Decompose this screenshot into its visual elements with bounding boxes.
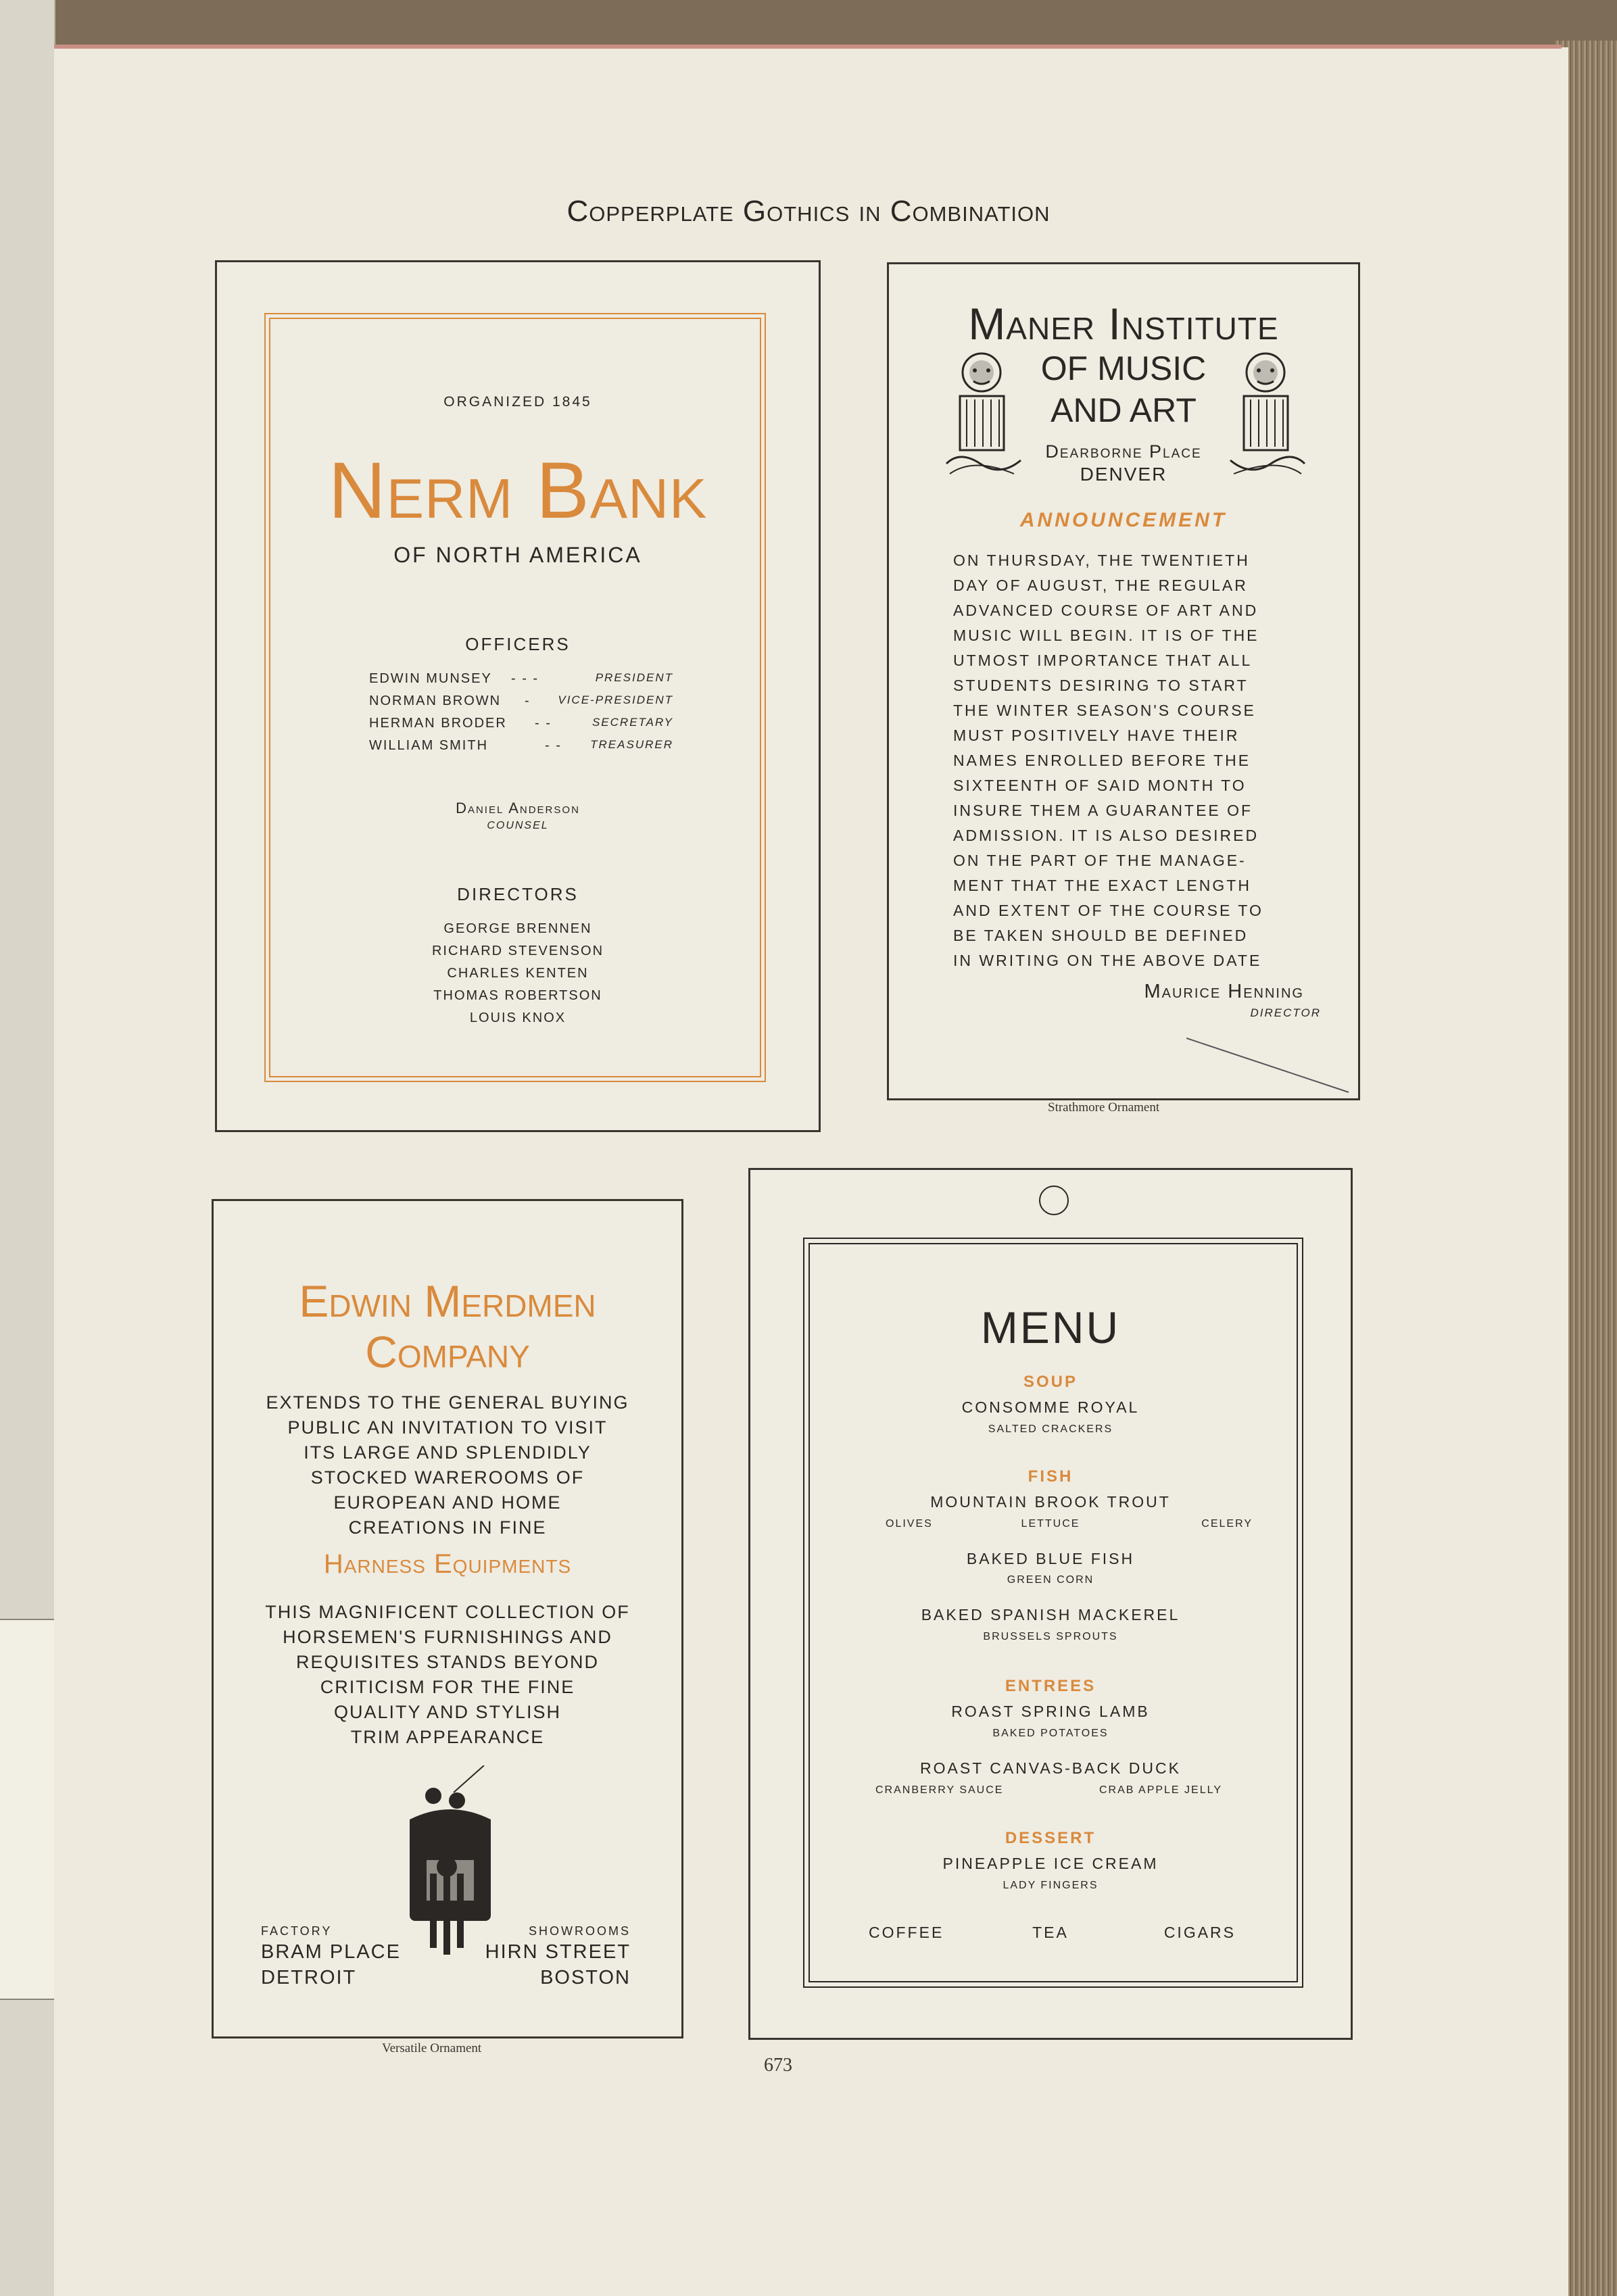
menu-item-side: SALTED CRACKERS xyxy=(988,1423,1113,1435)
carriage-ornament xyxy=(396,1765,504,1961)
showrooms-line2: BOSTON xyxy=(540,1967,631,1988)
institute-place: Dearborne Place xyxy=(1045,441,1202,462)
menu-item-side: BAKED POTATOES xyxy=(992,1728,1109,1739)
merdmen-title-line2: Company xyxy=(365,1327,530,1377)
officer-row xyxy=(369,693,673,716)
menu-item-side: CELERY xyxy=(1201,1518,1253,1530)
factory-line1: BRAM PLACE xyxy=(261,1941,401,1963)
page-title: Copperplate Gothics in Combination xyxy=(566,195,1051,228)
merdmen-body-line: CRITICISM FOR THE FINE xyxy=(320,1677,575,1697)
menu-item-side: LADY FINGERS xyxy=(1003,1880,1099,1891)
officer-dashes: - - xyxy=(535,716,552,731)
hang-hole-icon xyxy=(1037,1183,1071,1217)
versatile-caption: Versatile Ornament xyxy=(382,2041,482,2055)
signer-title: DIRECTOR xyxy=(1250,1006,1321,1019)
announcement-line: ON THE PART OF THE MANAGE- xyxy=(953,852,1247,869)
director-name: LOUIS KNOX xyxy=(469,1010,566,1025)
merdmen-body-line: ITS LARGE AND SPLENDIDLY xyxy=(304,1442,592,1463)
announcement-line: UTMOST IMPORTANCE THAT ALL xyxy=(953,652,1253,669)
announcement-line: ADVANCED COURSE OF ART AND xyxy=(953,602,1259,619)
announcement-line: ADMISSION. IT IS ALSO DESIRED xyxy=(953,827,1259,844)
left-page-edge xyxy=(0,0,55,2296)
announcement-line: MUSIC WILL BEGIN. IT IS OF THE xyxy=(953,627,1259,644)
bank-organized: ORGANIZED 1845 xyxy=(443,394,592,410)
institute-title: Maner Institute xyxy=(968,299,1279,349)
merdmen-body-line: EXTENDS TO THE GENERAL BUYING xyxy=(266,1392,629,1413)
menu-item: PINEAPPLE ICE CREAM xyxy=(942,1855,1159,1872)
strathmore-caption: Strathmore Ornament xyxy=(1048,1100,1160,1115)
officer-dashes: - - xyxy=(545,738,562,753)
menu-section-heading: FISH xyxy=(1028,1467,1073,1486)
pen-stroke xyxy=(1186,1035,1355,1096)
menu-footer-item: COFFEE xyxy=(869,1924,944,1941)
announcement-body xyxy=(953,548,1298,973)
announcement-line: THE WINTER SEASON'S COURSE xyxy=(953,702,1256,719)
menu-section-heading: ENTREES xyxy=(1005,1677,1096,1695)
institute-card xyxy=(887,262,1360,1100)
menu-item: ROAST CANVAS-BACK DUCK xyxy=(920,1759,1181,1777)
officer-title: TREASURER xyxy=(590,738,673,751)
menu-item: BAKED SPANISH MACKEREL xyxy=(921,1606,1180,1623)
officer-dashes: - - - xyxy=(511,671,539,686)
menu-item: MOUNTAIN BROOK TROUT xyxy=(930,1493,1171,1511)
menu-item-side: CRANBERRY SAUCE xyxy=(875,1784,1004,1796)
director-name: THOMAS ROBERTSON xyxy=(433,988,602,1003)
menu-section-heading: DESSERT xyxy=(1005,1829,1096,1847)
officer-title: VICE-PRESIDENT xyxy=(558,693,673,706)
page-number: 673 xyxy=(764,2055,792,2076)
bank-subtitle: OF NORTH AMERICA xyxy=(393,543,642,567)
officers-list xyxy=(369,671,673,760)
officer-row xyxy=(369,738,673,760)
announcement-line: AND EXTENT OF THE COURSE TO xyxy=(953,902,1263,919)
merdmen-body-line: EUROPEAN AND HOME xyxy=(333,1492,562,1513)
menu-item-side: CRAB APPLE JELLY xyxy=(1099,1784,1222,1796)
menu-item: ROAST SPRING LAMB xyxy=(951,1703,1150,1720)
officer-row xyxy=(369,671,673,693)
announcement-line: MUST POSITIVELY HAVE THEIR xyxy=(953,727,1240,744)
strathmore-ornament-right xyxy=(1224,349,1311,484)
announcement-line: INSURE THEM A GUARANTEE OF xyxy=(953,802,1253,819)
officer-name: HERMAN BRODER xyxy=(369,716,507,731)
officer-name: NORMAN BROWN xyxy=(369,693,502,708)
officer-title: PRESIDENT xyxy=(595,671,673,684)
director-name: RICHARD STEVENSON xyxy=(431,944,604,958)
merdmen-subhead: Harness Equipments xyxy=(323,1549,572,1579)
officer-name: EDWIN MUNSEY xyxy=(369,671,492,686)
merdmen-body-line: CREATIONS IN FINE xyxy=(348,1517,547,1538)
menu-item-side: OLIVES xyxy=(886,1518,933,1530)
merdmen-body2 xyxy=(214,1600,681,1750)
menu-title: MENU xyxy=(980,1302,1121,1352)
left-page-insert xyxy=(0,1619,55,2000)
merdmen-title-line1: Edwin Merdmen xyxy=(299,1276,596,1326)
officer-title: SECRETARY xyxy=(592,716,673,729)
officer-dashes: - xyxy=(525,693,531,708)
menu-footer-item: CIGARS xyxy=(1163,1924,1236,1941)
institute-line3: AND ART xyxy=(1051,391,1197,429)
director-name: CHARLES KENTEN xyxy=(447,966,589,981)
signer-name: Maurice Henning xyxy=(1144,981,1304,1002)
factory-line2: DETROIT xyxy=(261,1967,357,1988)
page-top-edge xyxy=(54,45,1562,49)
merdmen-body-line: TRIM APPEARANCE xyxy=(350,1727,545,1747)
strathmore-ornament-left xyxy=(940,349,1028,484)
merdmen-card xyxy=(212,1199,683,2038)
merdmen-body-line: REQUISITES STANDS BEYOND xyxy=(295,1652,600,1672)
merdmen-body1 xyxy=(214,1390,681,1540)
announcement-line: DAY OF AUGUST, THE REGULAR xyxy=(953,577,1248,594)
menu-footer-item: TEA xyxy=(1032,1924,1069,1941)
merdmen-body-line: QUALITY AND STYLISH xyxy=(333,1702,562,1722)
merdmen-body-line: HORSEMEN'S FURNISHINGS AND xyxy=(283,1627,612,1647)
menu-item-side: BRUSSELS SPROUTS xyxy=(983,1631,1118,1642)
officer-row xyxy=(369,716,673,738)
announcement-heading: ANNOUNCEMENT xyxy=(1019,509,1228,531)
officers-heading: OFFICERS xyxy=(465,634,571,654)
bank-card xyxy=(215,260,821,1132)
book-top-edge xyxy=(0,0,1617,47)
director-name: GEORGE BRENNEN xyxy=(443,921,592,936)
announcement-line: BE TAKEN SHOULD BE DEFINED xyxy=(953,927,1249,944)
menu-item-side: LETTUCE xyxy=(1021,1518,1080,1530)
announcement-line: SIXTEENTH OF SAID MONTH TO xyxy=(953,777,1247,794)
menu-item: BAKED BLUE FISH xyxy=(966,1550,1135,1567)
merdmen-body-line: THIS MAGNIFICENT COLLECTION OF xyxy=(265,1602,630,1622)
institute-line2: OF MUSIC xyxy=(1040,349,1207,387)
announcement-line: STUDENTS DESIRING TO START xyxy=(953,677,1249,694)
menu-card xyxy=(748,1168,1353,2040)
bank-name: Nerm Bank xyxy=(328,446,708,535)
showrooms-label: SHOWROOMS xyxy=(529,1924,631,1938)
factory-label: FACTORY xyxy=(261,1924,333,1938)
announcement-line: NAMES ENROLLED BEFORE THE xyxy=(953,752,1251,769)
counsel-name: Daniel Anderson xyxy=(456,800,580,816)
institute-city: DENVER xyxy=(1080,464,1167,485)
merdmen-body-line: PUBLIC AN INVITATION TO VISIT xyxy=(287,1417,608,1438)
announcement-line: IN WRITING ON THE ABOVE DATE xyxy=(953,952,1262,969)
directors-heading: DIRECTORS xyxy=(457,884,579,904)
merdmen-body-line: STOCKED WAREROOMS OF xyxy=(310,1467,585,1488)
showrooms-line1: HIRN STREET xyxy=(485,1941,631,1963)
menu-section-heading: SOUP xyxy=(1023,1373,1078,1391)
menu-item: CONSOMME ROYAL xyxy=(961,1398,1140,1416)
officer-name: WILLIAM SMITH xyxy=(369,738,489,753)
announcement-line: MENT THAT THE EXACT LENGTH xyxy=(953,877,1251,894)
menu-item-side: GREEN CORN xyxy=(1007,1574,1094,1586)
counsel-title: COUNSEL xyxy=(487,820,549,831)
announcement-line: ON THURSDAY, THE TWENTIETH xyxy=(953,552,1250,569)
